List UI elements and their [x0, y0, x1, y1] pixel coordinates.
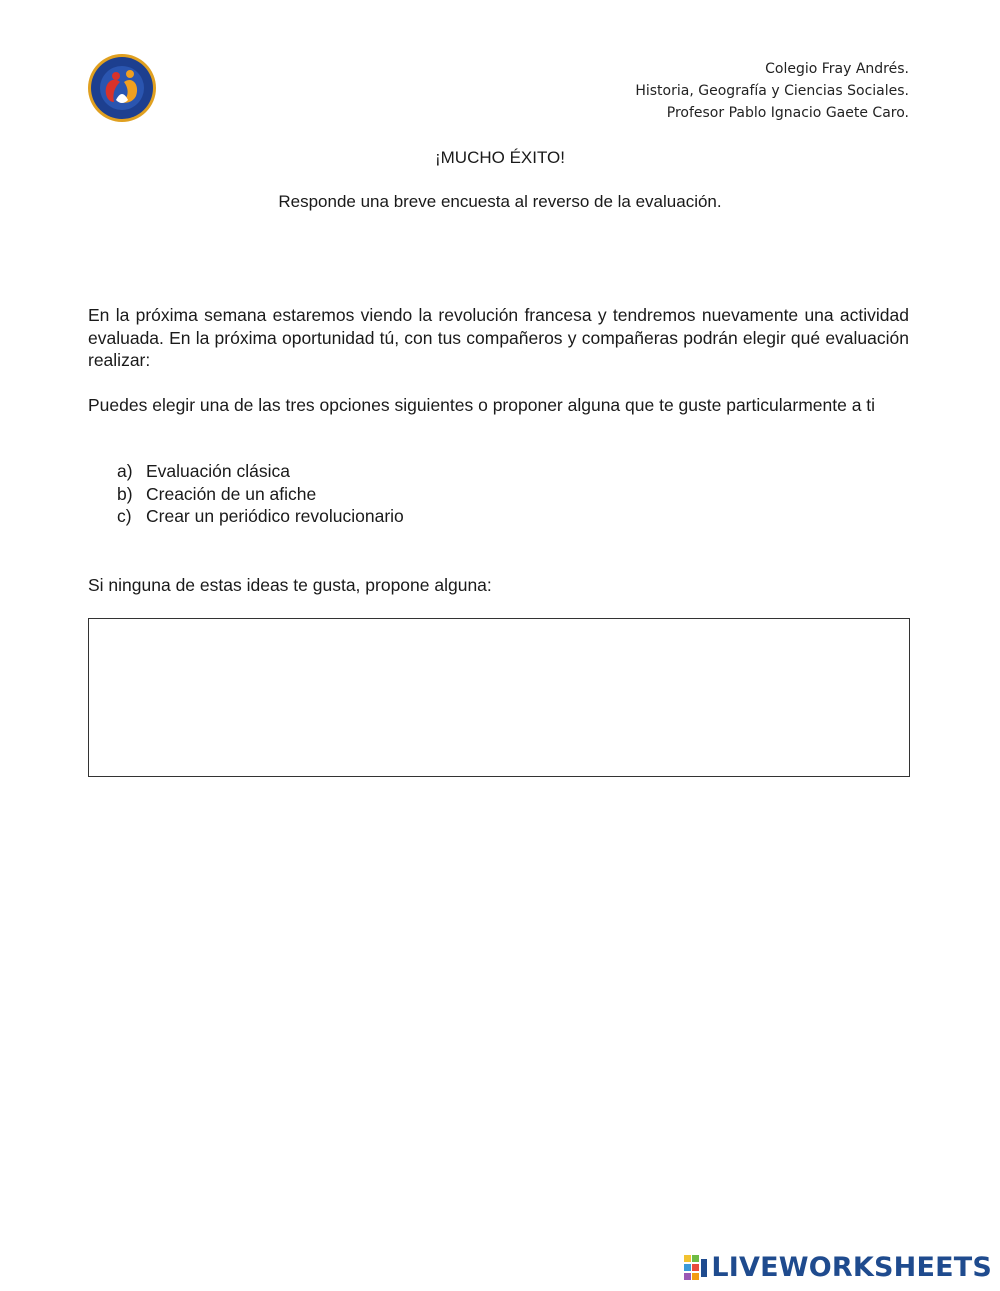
- choice-paragraph: Puedes elegir una de las tres opciones siguientes o proponer alguna que te guste particularmente a ti: [88, 395, 876, 415]
- survey-note: Responde una breve encuesta al reverso de la evaluación.: [278, 192, 722, 211]
- brand-name: LIVEWORKSHEETS: [711, 1252, 992, 1283]
- option-text: Creación de un afiche: [146, 483, 317, 504]
- option-marker: c): [117, 506, 132, 526]
- liveworksheets-logo-icon: [684, 1255, 708, 1281]
- greeting-heading: ¡MUCHO ÉXITO!: [434, 148, 566, 167]
- school-name: Colegio Fray Andrés.: [765, 61, 909, 77]
- option-item: [117, 460, 404, 483]
- option-item: [117, 483, 404, 506]
- school-logo: [86, 52, 158, 124]
- proposal-prompt: Si ninguna de estas ideas te gusta, propone alguna:: [88, 575, 492, 595]
- option-marker: a): [117, 461, 133, 481]
- intro-paragraph: En la próxima semana estaremos viendo la revolución francesa y tendremos nuevamente una actividad evaluada. En la próxima oportunidad tú, con tus compañeros y compañeras podrán elegir qué evaluación realizar:: [88, 305, 909, 370]
- subject-name: Historia, Geografía y Ciencias Sociales.: [635, 83, 909, 99]
- teacher-name: Profesor Pablo Ignacio Gaete Caro.: [666, 105, 909, 121]
- option-text: Crear un periódico revolucionario: [146, 506, 404, 526]
- liveworksheets-brand[interactable]: [684, 1252, 992, 1283]
- school-header: [635, 58, 909, 124]
- proposal-answer-box[interactable]: [88, 618, 910, 777]
- option-item: [117, 505, 404, 528]
- option-text: Evaluación clásica: [146, 461, 290, 481]
- options-list: [117, 460, 404, 528]
- option-marker: b): [117, 483, 133, 504]
